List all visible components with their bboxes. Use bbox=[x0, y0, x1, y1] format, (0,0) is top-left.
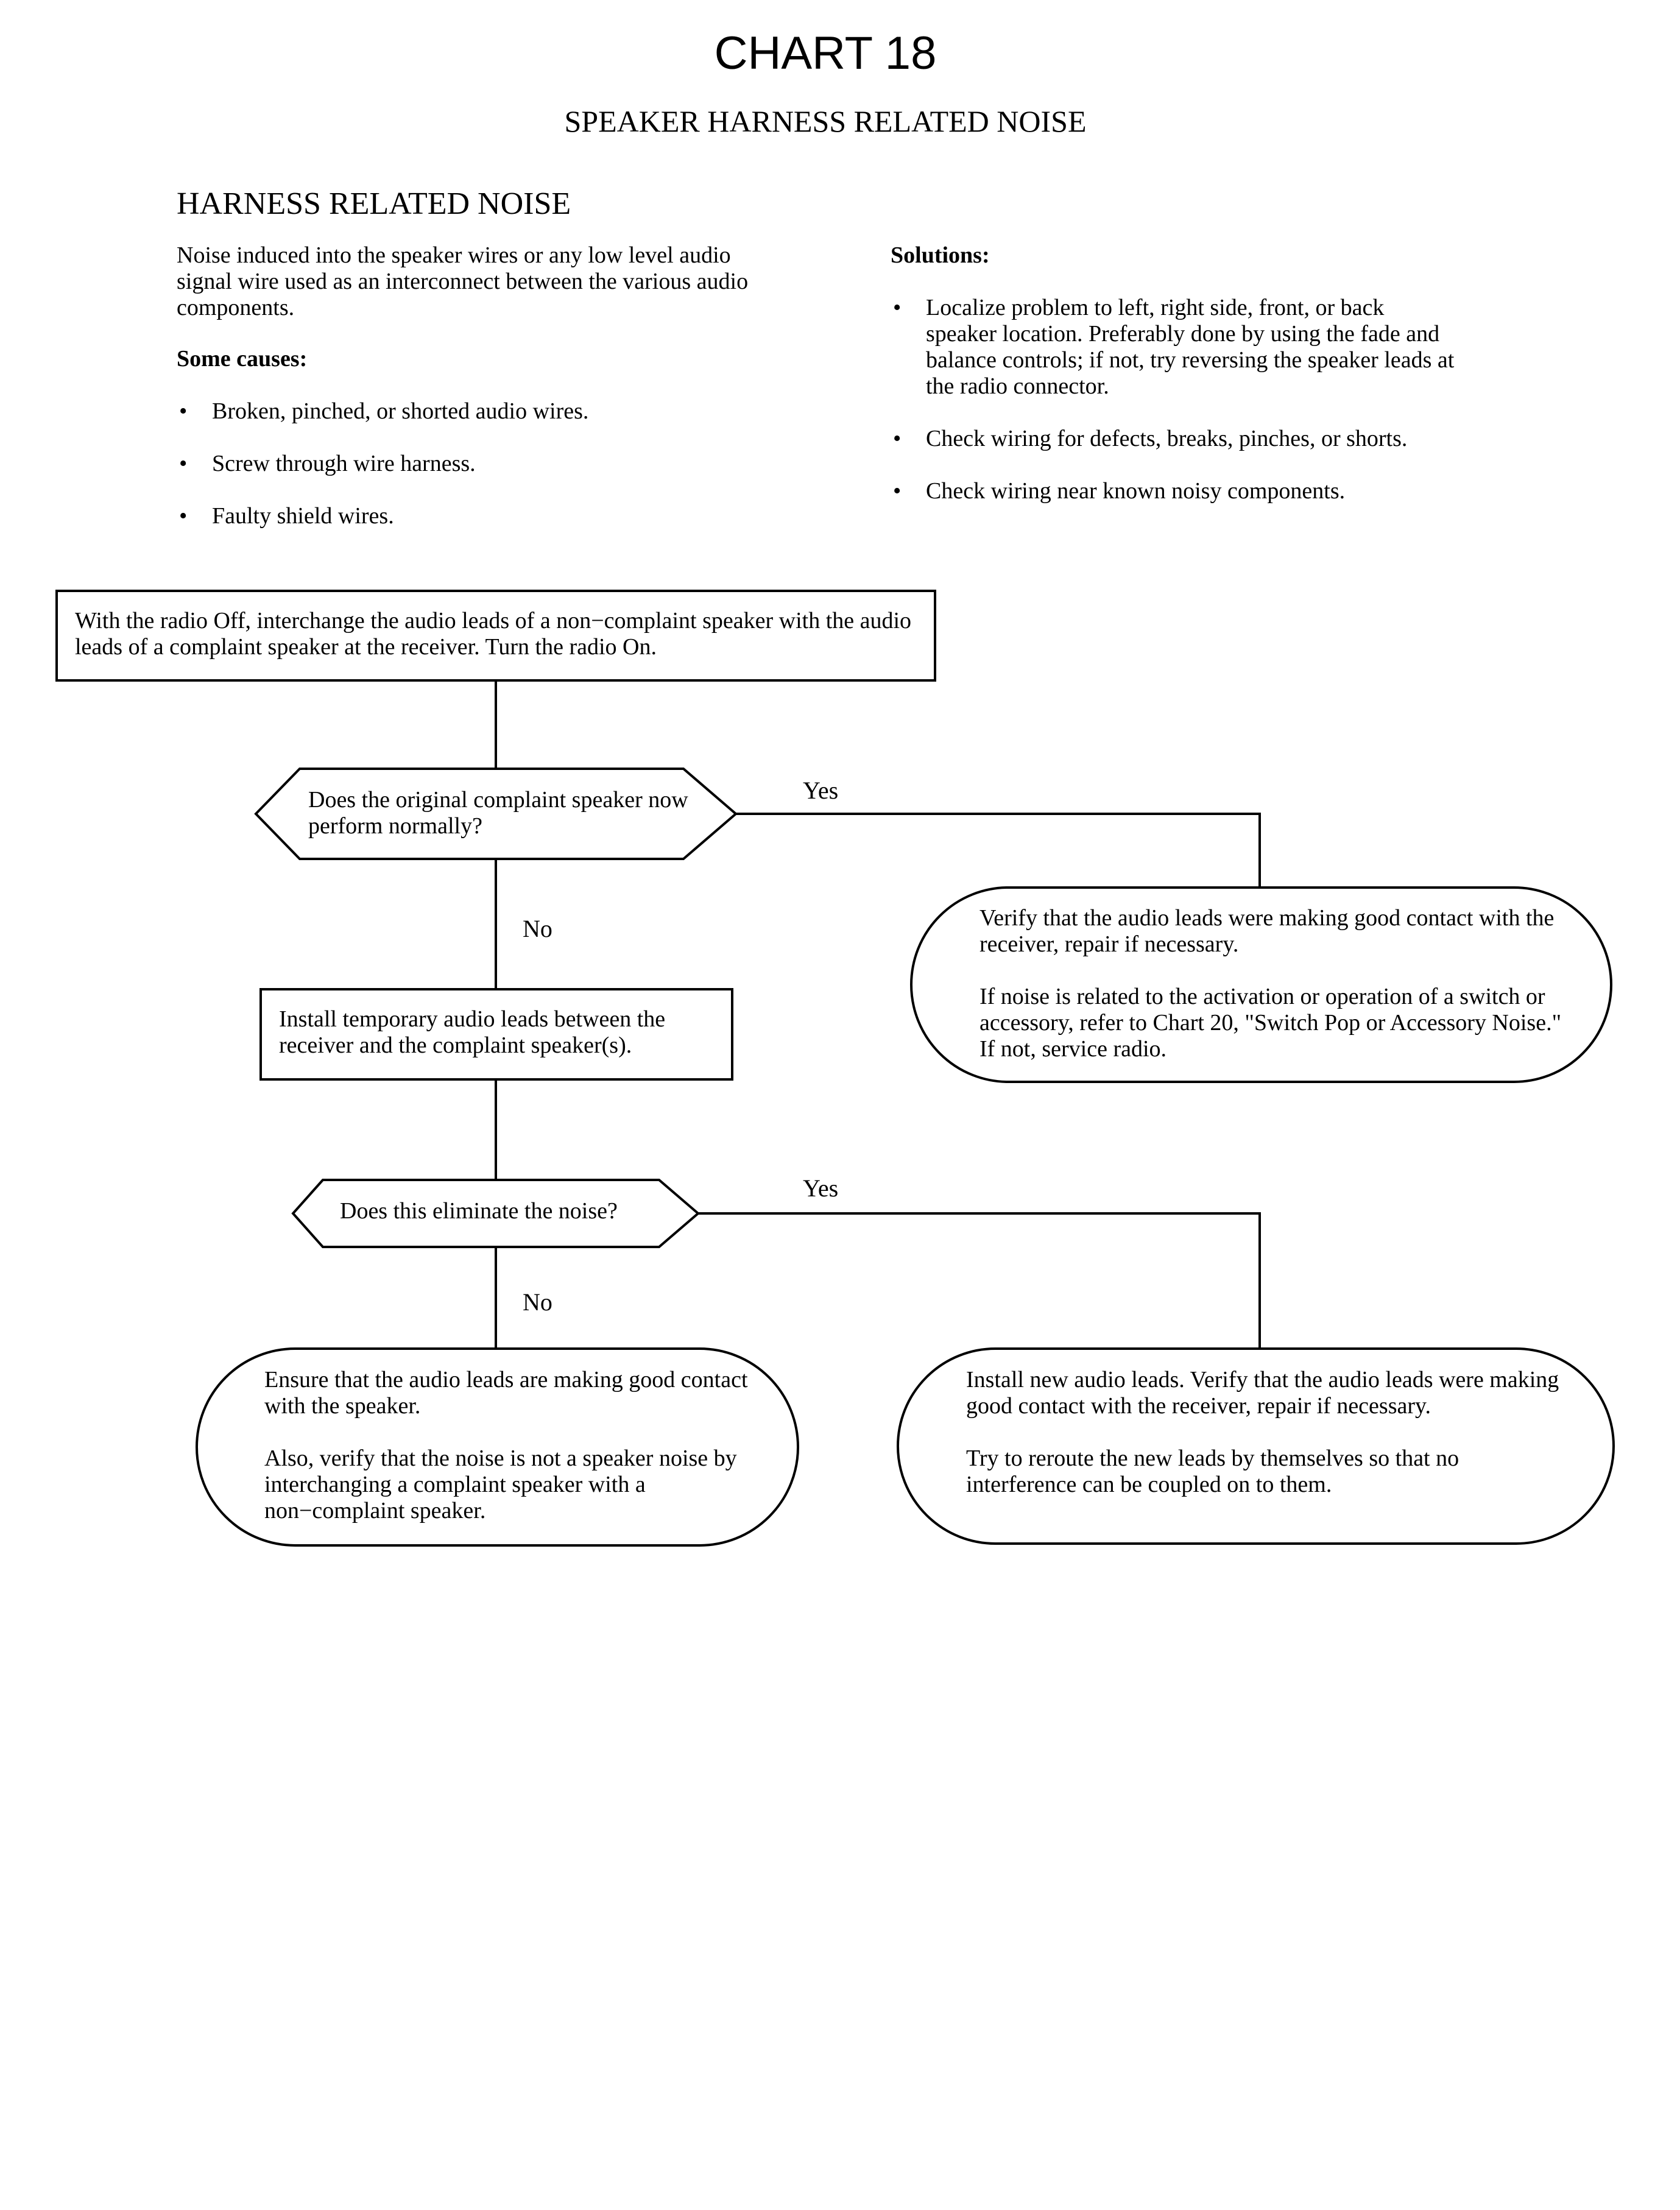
decision2-text: Does this eliminate the noise? bbox=[340, 1198, 618, 1224]
solution-item: • Localize problem to left, right side, front, or back speaker location. Preferably done by using the fade and balance controls; if not, try reversing the speaker leads at the radio connector. bbox=[891, 295, 1456, 400]
cause-item: • Screw through wire harness. bbox=[177, 451, 774, 477]
cause-item: • Broken, pinched, or shorted audio wires. bbox=[177, 398, 774, 425]
step2-text: Install temporary audio leads between the receiver and the complaint speaker(s). bbox=[279, 1006, 666, 1058]
cause-item: • Faulty shield wires. bbox=[177, 503, 774, 529]
decision1-yes-label: Yes bbox=[803, 777, 839, 804]
start-text: With the radio Off, interchange the audio leads of a non−complaint speaker with the audio leads of a complaint speaker at the receiver. Turn the radio On. bbox=[75, 608, 912, 660]
connector-decision1-yes bbox=[736, 814, 1260, 888]
result3-paragraph: Try to reroute the new leads by themselves so that no interference can be coupled on to them. bbox=[966, 1446, 1459, 1497]
chart-title: CHART 18 bbox=[714, 27, 937, 79]
decision1-no-label: No bbox=[523, 915, 552, 942]
causes-heading: Some causes: bbox=[177, 346, 308, 372]
result3-text bbox=[966, 1367, 1575, 1498]
chart-subtitle: SPEAKER HARNESS RELATED NOISE bbox=[564, 104, 1087, 138]
result2-paragraph: Also, verify that the noise is not a speaker noise by interchanging a complaint speaker with a non−complaint speaker. bbox=[264, 1446, 737, 1523]
decision2-yes-label: Yes bbox=[803, 1174, 839, 1202]
result3-paragraph: Install new audio leads. Verify that the audio leads were making good contact with the receiver, repair if necessary. bbox=[966, 1367, 1559, 1419]
decision2-no-label: No bbox=[523, 1288, 552, 1316]
solutions-heading: Solutions: bbox=[891, 242, 990, 268]
connector-decision2-yes bbox=[698, 1213, 1260, 1349]
result1-text bbox=[979, 905, 1576, 1062]
decision1-text: Does the original complaint speaker now perform normally? bbox=[308, 787, 688, 839]
description-text: Noise induced into the speaker wires or any low level audio signal wire used as an interconnect between the various audio components. bbox=[177, 242, 749, 320]
section-heading: HARNESS RELATED NOISE bbox=[177, 186, 571, 221]
result2-paragraph: Ensure that the audio leads are making good contact with the speaker. bbox=[264, 1367, 748, 1419]
result1-paragraph: Verify that the audio leads were making good contact with the receiver, repair if necessary. bbox=[979, 905, 1555, 957]
result2-text bbox=[264, 1367, 770, 1524]
solution-item: • Check wiring near known noisy components. bbox=[891, 478, 1500, 504]
result1-paragraph: If noise is related to the activation or operation of a switch or accessory, refer to Chart 20, "Switch Pop or Accessory Noise." If not, service radio. bbox=[979, 984, 1562, 1062]
solution-item: • Check wiring for defects, breaks, pinches, or shorts. bbox=[891, 426, 1500, 452]
